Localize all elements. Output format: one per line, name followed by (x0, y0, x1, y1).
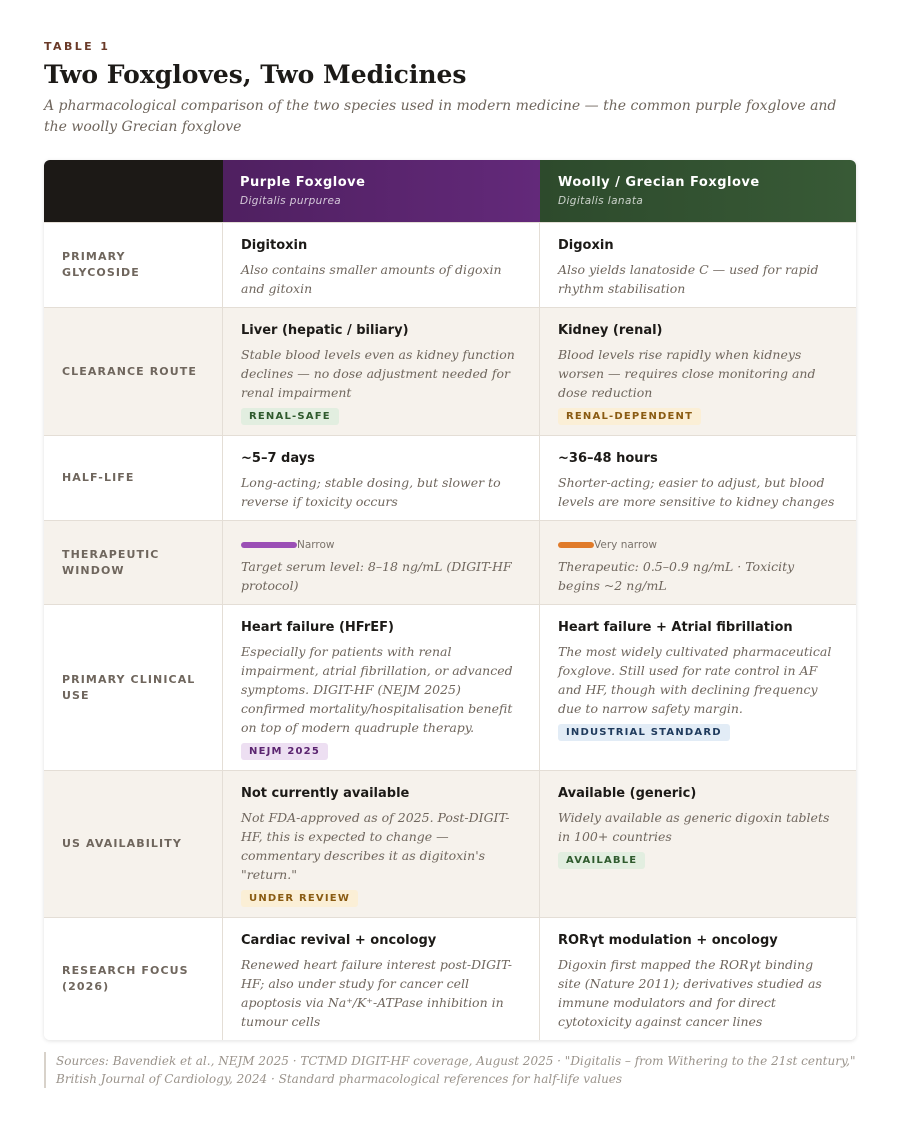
cell-description: Long-acting; stable dosing, but slower to reverse if toxicity occurs (241, 475, 501, 509)
status-badge: UNDER REVIEW (241, 890, 358, 907)
cell-purple (223, 308, 540, 435)
window-meter (558, 538, 838, 552)
cell-description: Not FDA-approved as of 2025. Post-DIGIT-HF, this is expected to change — commentary describes it as digitoxin's "return." (241, 810, 510, 882)
cell-description: Also yields lanatoside C — used for rapid rhythm stabilisation (558, 262, 819, 296)
cell-description: Stable blood levels even as kidney function declines — no dose adjustment needed for renal impairment (241, 347, 515, 400)
cell-woolly (540, 308, 856, 435)
cell-description: Blood levels rise rapidly when kidneys worsen — requires close monitoring and dose reduction (558, 347, 816, 400)
cell-value: Digitoxin (241, 238, 308, 253)
cell-purple (223, 918, 540, 1040)
cell-purple (223, 605, 540, 770)
row-label: PRIMARY CLINICAL USE (44, 605, 223, 770)
cell-purple (223, 223, 540, 307)
cell-description: Renewed heart failure interest post-DIGIT-HF; also under study for cancer cell apoptosis via Na⁺/K⁺-ATPase inhibition in tumour cells (241, 957, 512, 1029)
row-label: US AVAILABILITY (44, 771, 223, 917)
window-bar (558, 542, 594, 548)
cell-description: Target serum level: 8–18 ng/mL (DIGIT-HF protocol) (241, 559, 512, 593)
cell-woolly (540, 605, 856, 770)
table-number: TABLE 1 (44, 40, 111, 53)
cell-purple (223, 436, 540, 520)
cell-woolly (540, 771, 856, 917)
header-woolly-foxglove (540, 160, 856, 222)
column-name: Purple Foxglove (240, 175, 366, 190)
cell-description: Shorter-acting; easier to adjust, but blood levels are more sensitive to kidney changes (558, 475, 835, 509)
header-purple-foxglove (223, 160, 540, 222)
window-label: Very narrow (594, 539, 658, 551)
status-badge: AVAILABLE (558, 852, 645, 869)
table-row-research-focus (44, 917, 856, 1040)
row-label: HALF-LIFE (44, 436, 223, 520)
column-scientific-name: Digitalis lanata (558, 195, 644, 207)
cell-value: Liver (hepatic / biliary) (241, 323, 409, 338)
cell-value: ~36–48 hours (558, 451, 658, 466)
page-title: Two Foxgloves, Two Medicines (44, 60, 467, 89)
cell-woolly (540, 223, 856, 307)
cell-value: Not currently available (241, 786, 410, 801)
comparison-table (44, 160, 856, 1040)
window-meter (241, 538, 521, 552)
row-label: THERAPEUTIC WINDOW (44, 521, 223, 604)
window-bar (241, 542, 297, 548)
cell-description: Also contains smaller amounts of digoxin and gitoxin (241, 262, 502, 296)
table-row-clearance (44, 307, 856, 435)
cell-description: Digoxin first mapped the RORγt binding site (Nature 2011); derivatives studied as immune modulators and for direct cytotoxicity against cancer lines (558, 957, 822, 1029)
cell-purple (223, 771, 540, 917)
cell-value: ~5–7 days (241, 451, 315, 466)
sources-note: Sources: Bavendiek et al., NEJM 2025 · TCTMD DIGIT-HF coverage, August 2025 · "Digitalis – from Withering to the 21st century," British Journal of Cardiology, 2024 · Standard pharmacological references for half-life values (44, 1052, 856, 1088)
row-label: PRIMARY GLYCOSIDE (44, 223, 223, 307)
table-row-us-availability (44, 770, 856, 917)
cell-value: Kidney (renal) (558, 323, 663, 338)
table-row-glycoside (44, 222, 856, 307)
cell-woolly (540, 521, 856, 604)
cell-woolly (540, 918, 856, 1040)
cell-value: Heart failure (HFrEF) (241, 620, 394, 635)
table-row-clinical-use (44, 604, 856, 770)
cell-purple (223, 521, 540, 604)
cell-value: Digoxin (558, 238, 614, 253)
table-row-half-life (44, 435, 856, 520)
page-subtitle: A pharmacological comparison of the two species used in modern medicine — the common purple foxglove and the woolly Grecian foxglove (44, 98, 837, 135)
cell-description: Widely available as generic digoxin tablets in 100+ countries (558, 810, 830, 844)
cell-value: Cardiac revival + oncology (241, 933, 437, 948)
cell-description: Especially for patients with renal impairment, atrial fibrillation, or advanced symptoms. DIGIT-HF (NEJM 2025) confirmed mortality/hospitalisation benefit on top of modern quadruple therapy. (241, 644, 513, 735)
row-label: RESEARCH FOCUS (2026) (44, 918, 223, 1040)
cell-value: Heart failure + Atrial fibrillation (558, 620, 793, 635)
row-label: CLEARANCE ROUTE (44, 308, 223, 435)
status-badge: RENAL-SAFE (241, 408, 339, 425)
cell-woolly (540, 436, 856, 520)
header-corner (44, 160, 223, 222)
table-header (44, 160, 856, 222)
cell-value: RORγt modulation + oncology (558, 933, 778, 948)
cell-value: Available (generic) (558, 786, 697, 801)
window-label: Narrow (297, 539, 335, 551)
table-row-therapeutic-window (44, 520, 856, 604)
status-badge: NEJM 2025 (241, 743, 328, 760)
status-badge: INDUSTRIAL STANDARD (558, 724, 730, 741)
column-name: Woolly / Grecian Foxglove (558, 175, 760, 190)
cell-description: Therapeutic: 0.5–0.9 ng/mL · Toxicity begins ~2 ng/mL (558, 559, 795, 593)
column-scientific-name: Digitalis purpurea (240, 195, 342, 207)
status-badge: RENAL-DEPENDENT (558, 408, 701, 425)
cell-description: The most widely cultivated pharmaceutical foxglove. Still used for rate control in AF and HF, though with declining frequency due to narrow safety margin. (558, 644, 832, 716)
